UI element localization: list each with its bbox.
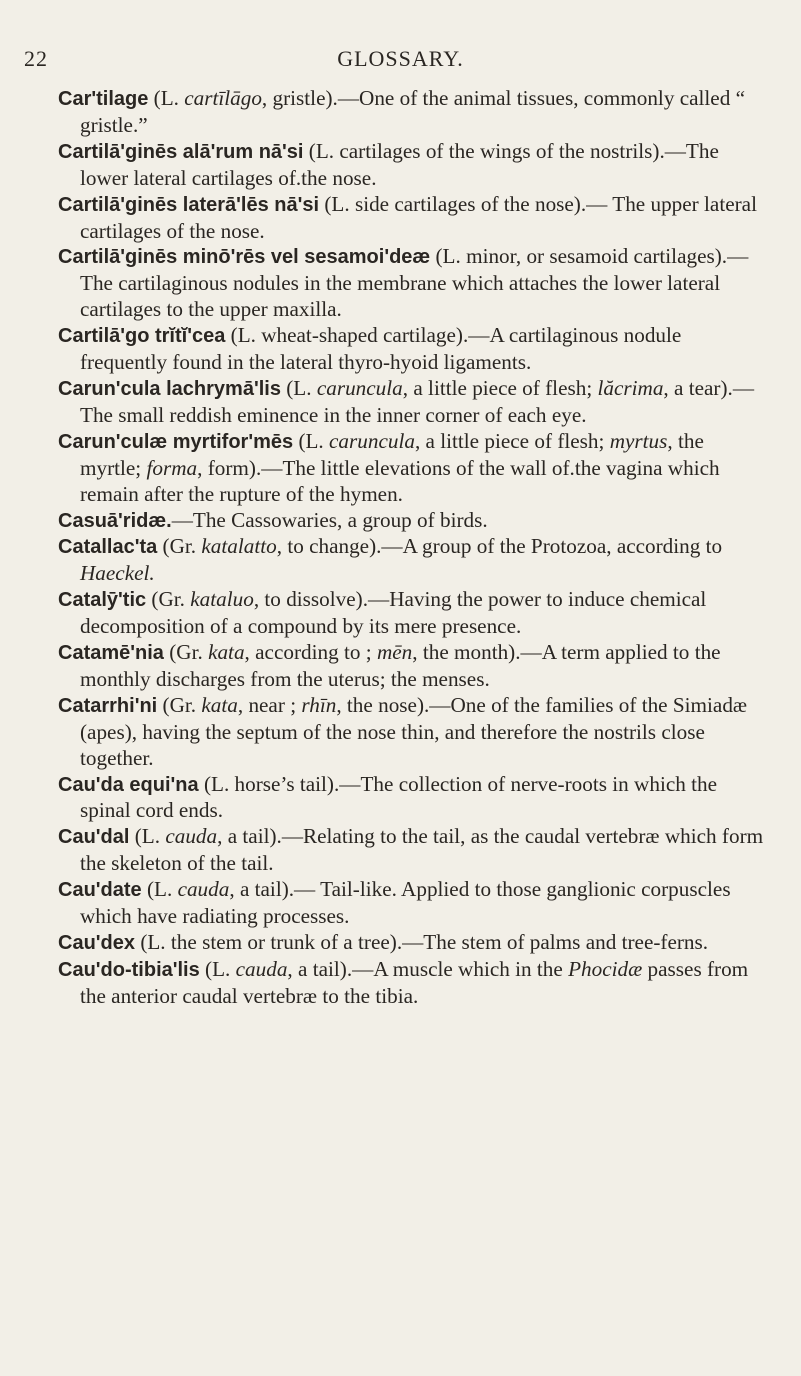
- entry-italic-text: cartīlāgo: [184, 86, 262, 110]
- entry-headword: Cartilā'ginēs minō'rēs vel sesamoi'deæ: [58, 246, 431, 269]
- entry-italic-text: Phocidæ: [568, 956, 643, 981]
- glossary-entry: [58, 376, 768, 429]
- glossary-entry: [58, 877, 768, 930]
- entry-italic-text: cauda: [235, 956, 288, 981]
- entry-headword: Catalȳ'tic: [58, 589, 147, 612]
- glossary-entry: [58, 508, 768, 535]
- glossary-entry: [58, 534, 768, 587]
- entry-text: (L. the stem or trunk of a tree).—The stem of palms and tree-ferns.: [135, 930, 709, 954]
- entry-text: , gristle).—One of the animal tissues, commonly called “ gristle.”: [80, 86, 745, 137]
- entry-text: , the nose).—One of the families of the Simiadæ (apes), having the septum of the nose thin, and therefore the nostrils close together.: [80, 692, 748, 770]
- entry-italic-text: lăcrima: [597, 375, 664, 400]
- entry-text: (L.: [199, 956, 236, 981]
- entry-headword: Cau'do-tibia'lis: [58, 958, 200, 981]
- glossary-entry: [58, 824, 768, 877]
- entry-headword: Carun'culæ myrtifor'mēs: [58, 430, 294, 453]
- entry-headword: Cau'dex: [58, 932, 136, 954]
- entry-text: (Gr.: [163, 640, 209, 665]
- entry-text: (Gr.: [157, 534, 202, 559]
- entry-italic-text: caruncula: [329, 428, 415, 453]
- entry-text: , a tail).— Tail-like. Applied to those ganglionic corpuscles which have radiating processes.: [80, 877, 731, 929]
- entry-text: , a tail).—A muscle which in the: [287, 956, 569, 981]
- glossary-entry: [58, 86, 768, 139]
- entry-text: , the myrtle;: [80, 428, 704, 480]
- entry-headword: Cau'dal: [58, 826, 130, 849]
- entry-text: (L. minor, or sesamoid cartilages).—The cartilaginous nodules in the membrane which attaches the lower lateral cartilages to the upper maxilla.: [80, 244, 749, 322]
- entry-text: , a little piece of flesh;: [414, 428, 610, 453]
- entry-text: , a little piece of flesh;: [402, 375, 598, 400]
- entry-text: (L.: [141, 877, 178, 902]
- glossary-entry: [58, 429, 768, 508]
- entry-text: (L. side cartilages of the nose).— The upper lateral cartilages of the nose.: [80, 191, 757, 243]
- entry-text: , the month).—A term applied to the monthly discharges from the uterus; the menses.: [80, 640, 721, 691]
- entry-text: , to change).—A group of the Protozoa, according to: [276, 534, 723, 559]
- entry-headword: Carun'cula lachrymā'lis: [58, 377, 281, 400]
- entry-text: (L. cartilages of the wings of the nostrils).—The lower lateral cartilages of.the nose.: [80, 138, 719, 190]
- entry-headword: Cau'date: [58, 879, 142, 902]
- entry-italic-text: myrtus: [609, 428, 668, 453]
- running-title: GLOSSARY.: [337, 46, 464, 71]
- entry-italic-text: kata: [208, 640, 245, 665]
- entry-headword: Cartilā'ginēs laterā'lēs nā'si: [58, 193, 320, 216]
- entry-headword: Casuā'ridæ.: [58, 509, 172, 532]
- entry-italic-text: Haeckel.: [80, 561, 155, 586]
- entry-text: (L.: [148, 86, 185, 110]
- entry-italic-text: rhīn: [301, 692, 337, 717]
- entry-text: , a tail).—Relating to the tail, as the caudal vertebræ which form the skeleton of the tail.: [80, 824, 764, 876]
- entry-text: , near ;: [237, 692, 302, 717]
- page-number: 22: [24, 46, 48, 71]
- glossary-entry: [58, 139, 768, 192]
- entry-text: (Gr.: [157, 692, 202, 717]
- glossary-entry: [58, 587, 768, 640]
- glossary-entry: [58, 640, 768, 693]
- entry-italic-text: cauda: [165, 824, 218, 849]
- glossary-entry: [58, 957, 768, 1010]
- glossary-entry: [58, 244, 768, 323]
- entry-headword: Catallac'ta: [58, 536, 158, 559]
- glossary-entry: [58, 323, 768, 376]
- entry-headword: Catamē'nia: [58, 642, 164, 665]
- entry-italic-text: kata: [201, 692, 238, 717]
- entry-text: (L.: [293, 428, 330, 453]
- entry-text: (L. horse’s tail).—The collection of nerve-roots in which the spinal cord ends.: [80, 771, 718, 823]
- entry-italic-text: forma: [146, 455, 198, 480]
- entry-text: (L.: [280, 375, 317, 400]
- entry-headword: Cartilā'ginēs alā'rum nā'si: [58, 140, 304, 163]
- entry-text: , according to ;: [244, 640, 377, 665]
- glossary-entry: [58, 772, 768, 825]
- entry-text: —The Cassowaries, a group of birds.: [171, 507, 488, 532]
- glossary-entries: [58, 86, 768, 1010]
- entry-text: passes from the anterior caudal vertebræ to the tibia.: [80, 956, 749, 1008]
- entry-italic-text: cauda: [177, 877, 230, 902]
- entry-headword: Car'tilage: [58, 88, 149, 110]
- entry-text: , a tear).—The small reddish eminence in the inner corner of each eye.: [80, 375, 755, 427]
- glossary-entry: [58, 930, 768, 957]
- entry-text: (L. wheat-shaped cartilage).—A cartilaginous nodule frequently found in the lateral thyro-hyoid ligaments.: [80, 323, 682, 375]
- entry-italic-text: caruncula: [316, 375, 403, 400]
- entry-text: (L.: [129, 824, 166, 849]
- entry-headword: Cau'da equi'na: [58, 773, 199, 796]
- entry-italic-text: kataluo: [190, 587, 254, 612]
- entry-italic-text: mēn: [376, 640, 413, 665]
- entry-headword: Catarrhi'ni: [58, 694, 158, 717]
- glossary-entry: [58, 693, 768, 772]
- entry-text: , form).—The little elevations of the wall of.the vagina which remain after the rupture of the hymen.: [80, 455, 720, 506]
- entry-italic-text: katalatto: [201, 534, 277, 559]
- entry-text: , to dissolve).—Having the power to induce chemical decomposition of a compound by its mere presence.: [80, 587, 707, 639]
- glossary-entry: [58, 192, 768, 245]
- entry-headword: Cartilā'go trĭtĭ'cea: [58, 325, 226, 348]
- entry-text: (Gr.: [146, 587, 191, 612]
